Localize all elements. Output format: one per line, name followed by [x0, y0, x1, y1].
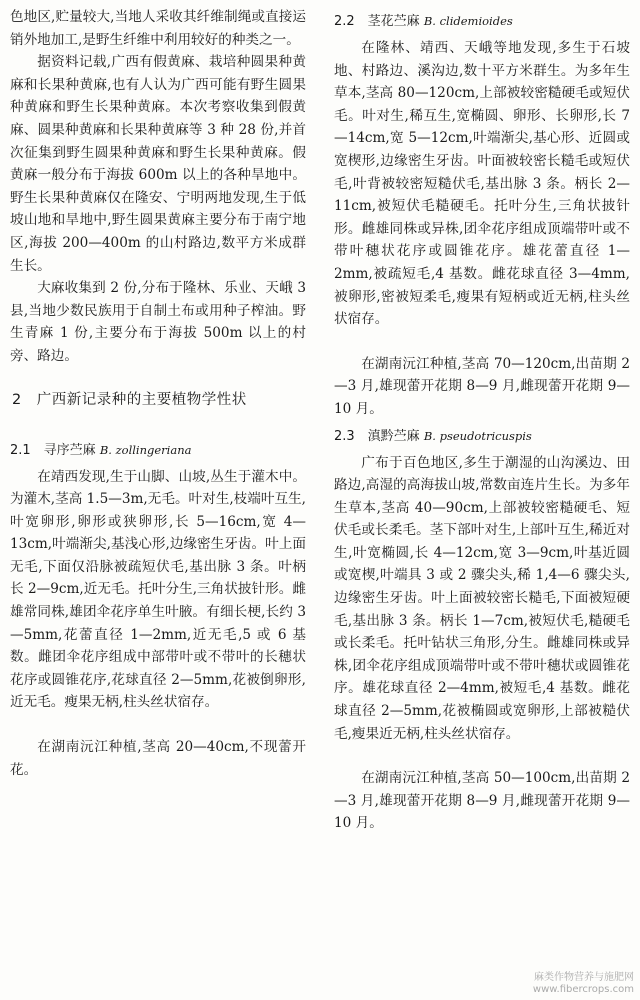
- subsection-title: 2.3 滇黔苎麻: [334, 428, 420, 444]
- subsection-heading-2-2: [334, 10, 630, 33]
- subsection-title: 2.2 茎花苎麻: [334, 14, 420, 29]
- watermark-name: 麻类作物营养与施肥网: [534, 972, 634, 983]
- left-column: [10, 6, 306, 781]
- watermark: [533, 972, 634, 996]
- paragraph-2-1-cultivation: 在湖南沅江种植,茎高 20—40cm,不现蕾开花。: [10, 739, 306, 778]
- latin-name: B. clidemioides: [423, 14, 513, 28]
- latin-name: B. pseudotricuspis: [423, 428, 532, 443]
- subsection-heading-2-1: [10, 439, 306, 462]
- paragraph-2-3-description: 广布于百色地区,多生于潮湿的山沟溪边、田路边,高湿的高海拔山坡,常数亩连片生长。为多年生草本,茎高 40—90cm,上部被较密糙硬毛、短伏毛或长柔毛。茎下部叶对生,上部叶互生,稀近对生,叶宽椭圆,长 4—12cm,宽 3—9cm,叶基近圆或宽楔,叶端具 3 或 2 骤尖头,稀 1,4—6 骤尖头,边缘密生牙齿。叶上面被较密长糙毛,下面被短硬毛,基出脉 3 条。柄长 1—7cm,被短伏毛,糙硬毛或长柔毛。托叶钻状三角形,分生。雌雄同株或异株,团伞花序组成顶端带叶或不带叶穗状或圆锥花序。雄花球直径 2—4mm,被短毛,4 基数。雌花球直径 2—5mm,花被椭圆或宽卵形,上部被糙伏毛,瘦果近无柄,柱头丝状宿存。: [334, 454, 630, 742]
- latin-name: B. zollingeriana: [99, 442, 192, 457]
- subsection-heading-2-3: [334, 425, 630, 448]
- paragraph-jute-records: 据资料记载,广西有假黄麻、栽培种圆果种黄麻和长果种黄麻,也有人认为广西可能有野生圆果种黄麻和野生长果种黄麻。本次考察收集到假黄麻、圆果种黄麻和长果种黄麻等 3 种 28 份,并首次征集到野生圆果种黄麻和野生长果种黄麻。假黄麻一般分布于海拔 600m 以上的各种旱地中。野生长果种黄麻仅在隆安、宁明两地发现,生于低坡山地和旱地中,野生圆果黄麻主要分布于南宁地区,海拔 200—400m 的山村路边,数平方米成群生长。: [10, 54, 306, 274]
- section-heading-2: 2 广西新记录种的主要植物学性状: [12, 391, 247, 408]
- paragraph-hemp: 大麻收集到 2 份,分布于隆林、乐业、天峨 3 县,当地少数民族用于自制土布或用种子榨油。野生青麻 1 份,主要分布于海拔 500m 以上的村旁、路边。: [10, 280, 306, 364]
- paragraph-2-2-description: 在隆林、靖西、天峨等地发现,多生于石坡地、村路边、溪沟边,数十平方米群生。为多年生草本,茎高 80—120cm,上部被较密糙硬毛或短伏毛。叶对生,稀互生,宽椭圆、卵形、长卵形,长 7—14cm,宽 5—12cm,叶端渐尖,基心形、近圆或宽楔形,边缘密生牙齿。叶面被较密长糙毛或短伏毛,叶背被较密短糙伏毛,基出脉 3 条。柄长 2—11cm,被短伏毛糙硬毛。托叶分生,三角状披针形。雌雄同株或异株,团伞花序组成顶端带叶或不带叶穗状花序或圆锥花序。雄花蕾直径 1—2mm,被疏短毛,4 基数。雌花球直径 3—4mm,被卵形,密被短柔毛,瘦果有短柄或近无柄,柱头丝状宿存。: [334, 40, 630, 328]
- subsection-title: 2.1 寻序苎麻: [10, 442, 96, 458]
- paragraph-2-1-description: 在靖西发现,生于山脚、山坡,丛生于灌木中。为灌木,茎高 1.5—3m,无毛。叶对生,枝端叶互生,叶宽卵形,卵形或狭卵形,长 5—16cm,宽 4—13cm,叶端渐尖,基浅心形,边缘密生牙齿。叶上面无毛,下面仅沿脉被疏短伏毛,基出脉 3 条。叶柄长 2—9cm,近无毛。托叶分生,三角状披针形。雌雄常同株,雄团伞花序单生叶腋。有细长梗,长约 3—5mm,花蕾直径 1—2mm,近无毛,5 或 6 基数。雌团伞花序组成中部带叶或不带叶的长穗状花序或圆锥花序,花球直径 2—5mm,花被倒卵形,近无毛。瘦果无柄,柱头丝状宿存。: [10, 468, 306, 711]
- watermark-url: www.fibercrops.com: [532, 984, 634, 995]
- paragraph-2-2-cultivation: 在湖南沅江种植,茎高 70—120cm,出苗期 2—3 月,雄现蕾开花期 8—9 月,雌现蕾开花期 9—10 月。: [334, 355, 630, 417]
- paragraph-2-3-cultivation: 在湖南沅江种植,茎高 50—100cm,出苗期 2—3 月,雄现蕾开花期 8—9 月,雌现蕾开花期 9—10 月。: [334, 770, 630, 832]
- paragraph-intro-continued: 色地区,贮量较大,当地人采收其纤维制绳或直接运销外地加工,是野生纤维中利用较好的种类之一。: [10, 9, 306, 48]
- right-column: [334, 6, 630, 835]
